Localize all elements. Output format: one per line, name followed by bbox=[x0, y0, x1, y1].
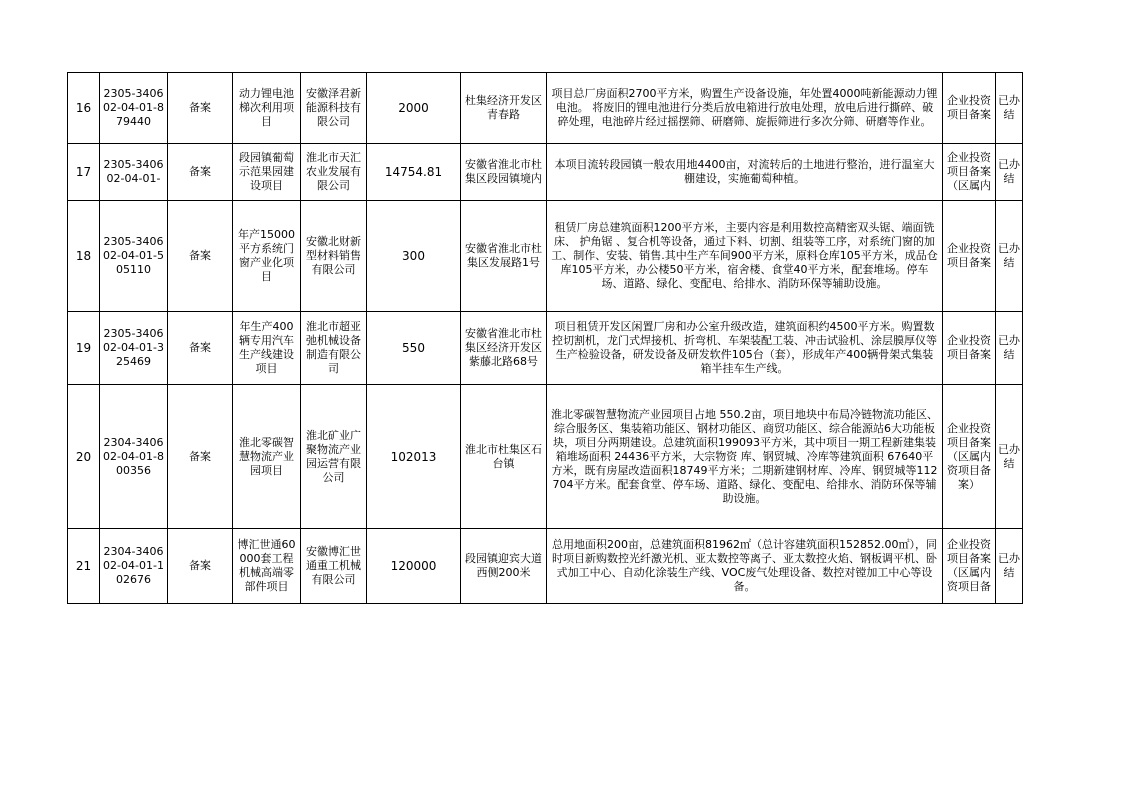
investment-amount: 300 bbox=[367, 201, 461, 312]
project-category: 企业投资项目备案 bbox=[943, 312, 996, 385]
project-location: 安徽省淮北市杜集区发展路1号 bbox=[461, 201, 547, 312]
investment-amount: 102013 bbox=[367, 385, 461, 529]
project-location: 安徽省淮北市杜集区经济开发区紫藤北路68号 bbox=[461, 312, 547, 385]
project-content: 项目总厂房面积2700平方米，购置生产设备设施，年处置4000吨新能源动力锂电池。 将废旧的锂电池进行分类后放电箱进行放电处理，放电后进行撕碎、破碎处理，电池碎片经过摇摆筛、研磨筛、旋振筛进行多次分筛、研磨等作业。 bbox=[547, 73, 943, 144]
table-row bbox=[68, 385, 1023, 529]
approval-type: 备案 bbox=[168, 312, 233, 385]
approval-type: 备案 bbox=[168, 201, 233, 312]
project-name: 年生产400辆专用汽车生产线建设项目 bbox=[233, 312, 301, 385]
status-text: 已办结 bbox=[996, 144, 1023, 201]
status-text: 已办结 bbox=[996, 529, 1023, 604]
project-location: 段园镇迎宾大道西侧200米 bbox=[461, 529, 547, 604]
project-code: 2305-340602-04-01-879440 bbox=[100, 73, 168, 144]
company-name: 淮北市天汇农业发展有限公司 bbox=[301, 144, 367, 201]
project-name: 段园镇葡萄示范果园建设项目 bbox=[233, 144, 301, 201]
status-text: 已办结 bbox=[996, 201, 1023, 312]
approval-type: 备案 bbox=[168, 144, 233, 201]
project-category: 企业投资项目备案（区属内 bbox=[943, 144, 996, 201]
approval-type: 备案 bbox=[168, 385, 233, 529]
project-content: 淮北零碳智慧物流产业园项目占地 550.2亩，项目地块中布局冷链物流功能区、综合服务区、集装箱功能区、钢材功能区、商贸功能区、综合能源站6大功能板块，项目分两期建设。总建筑面积199093平方米，其中项目一期工程新建集装箱堆场面积 24436平方米，大宗物资 库、钢贸城、冷库等建筑面积 67640平方米，既有房屋改造面积18749平方米；二期新建钢材库、冷库、钢贸城等112704平方米。配套食堂、停车场、道路、绿化、变配电、给排水、消防环保等辅助设施。 bbox=[547, 385, 943, 529]
status-text: 已办结 bbox=[996, 385, 1023, 529]
table-row bbox=[68, 144, 1023, 201]
investment-amount: 550 bbox=[367, 312, 461, 385]
project-name: 动力锂电池梯次利用项目 bbox=[233, 73, 301, 144]
project-code: 2304-340602-04-01-800356 bbox=[100, 385, 168, 529]
project-name: 博汇世通60000套工程机械高端零部件项目 bbox=[233, 529, 301, 604]
table-row bbox=[68, 529, 1023, 604]
row-number: 18 bbox=[68, 201, 100, 312]
approval-type: 备案 bbox=[168, 529, 233, 604]
project-category: 企业投资项目备案 bbox=[943, 201, 996, 312]
project-content: 总用地面积200亩，总建筑面积81962㎡（总计容建筑面积152852.00㎡），同时项目新购数控光纤激光机、亚太数控等离子、亚太数控火焰、钢板调平机、卧式加工中心、自动化涂装生产线、VOC废气处理设备、数控对镗加工中心等设备。 bbox=[547, 529, 943, 604]
project-content: 项目租赁开发区闲置厂房和办公室升级改造，建筑面积约4500平方米。购置数控切割机，龙门式焊接机、折弯机、车架装配工装、冲击试验机、涂层膜厚仪等生产检验设备，研发设备及研发软件105台（套），形成年产400辆骨架式集装箱半挂车生产线。 bbox=[547, 312, 943, 385]
company-name: 淮北市超亚弛机械设备制造有限公司 bbox=[301, 312, 367, 385]
project-content: 租赁厂房总建筑面积1200平方米，主要内容是利用数控高精密双头锯、端面铣床、 护角锯 、复合机等设备，通过下料、切割、组装等工序，对系统门窗的加工、制作、安装、销售.其中生产车间900平方米，原料仓库105平方米，成品仓库105平方米，办公楼50平方米，宿舍楼、食堂40平方米，配套堆场。停车场、道路、绿化、变配电、给排水、消防环保等辅助设施。 bbox=[547, 201, 943, 312]
investment-amount: 14754.81 bbox=[367, 144, 461, 201]
project-name: 年产15000平方系统门窗产业化项目 bbox=[233, 201, 301, 312]
project-location: 杜集经济开发区青春路 bbox=[461, 73, 547, 144]
status-text: 已办结 bbox=[996, 312, 1023, 385]
table-row bbox=[68, 201, 1023, 312]
project-code: 2304-340602-04-01-102676 bbox=[100, 529, 168, 604]
project-name: 淮北零碳智慧物流产业园项目 bbox=[233, 385, 301, 529]
row-number: 19 bbox=[68, 312, 100, 385]
row-number: 16 bbox=[68, 73, 100, 144]
project-code: 2305-340602-04-01-325469 bbox=[100, 312, 168, 385]
row-number: 21 bbox=[68, 529, 100, 604]
table-row bbox=[68, 312, 1023, 385]
approval-type: 备案 bbox=[168, 73, 233, 144]
row-number: 17 bbox=[68, 144, 100, 201]
project-code: 2305-340602-04-01-505110 bbox=[100, 201, 168, 312]
company-name: 安徽博汇世通重工机械有限公司 bbox=[301, 529, 367, 604]
project-content: 本项目流转段园镇一般农用地4400亩，对流转后的土地进行整治，进行温室大棚建设，实施葡萄种植。 bbox=[547, 144, 943, 201]
company-name: 淮北矿业广聚物流产业园运营有限公司 bbox=[301, 385, 367, 529]
table-body bbox=[68, 73, 1023, 604]
row-number: 20 bbox=[68, 385, 100, 529]
project-code: 2305-340602-04-01- bbox=[100, 144, 168, 201]
project-table bbox=[67, 72, 1023, 604]
investment-amount: 2000 bbox=[367, 73, 461, 144]
project-category: 企业投资项目备案（区属内资项目备 bbox=[943, 529, 996, 604]
project-category: 企业投资项目备案（区属内资项目备案） bbox=[943, 385, 996, 529]
status-text: 已办结 bbox=[996, 73, 1023, 144]
company-name: 安徽北财新型材料销售有限公司 bbox=[301, 201, 367, 312]
table-row bbox=[68, 73, 1023, 144]
project-location: 安徽省淮北市杜集区段园镇境内 bbox=[461, 144, 547, 201]
company-name: 安徽泽君新能源科技有限公司 bbox=[301, 73, 367, 144]
investment-amount: 120000 bbox=[367, 529, 461, 604]
project-category: 企业投资项目备案 bbox=[943, 73, 996, 144]
project-location: 淮北市杜集区石台镇 bbox=[461, 385, 547, 529]
